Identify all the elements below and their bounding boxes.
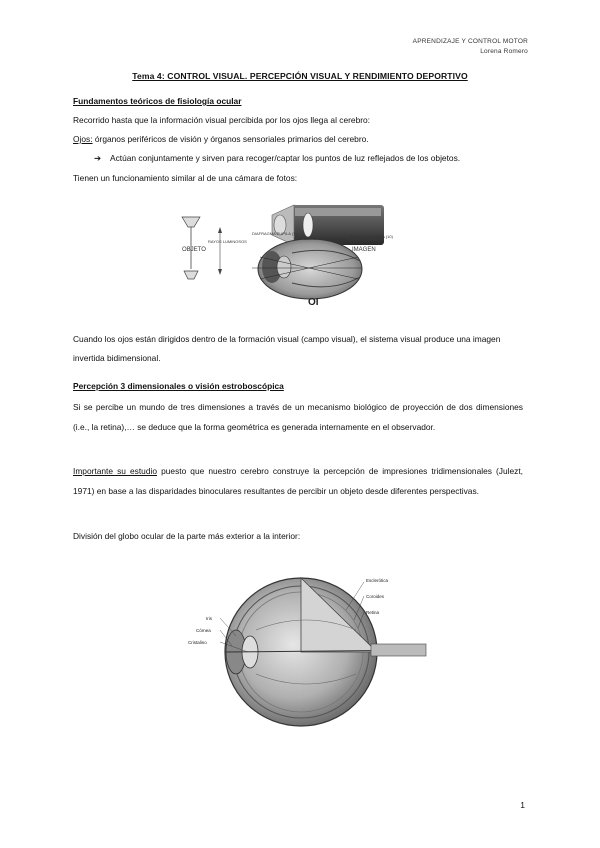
section-heading-fisiologia: Fundamentos teóricos de fisiología ocular — [73, 96, 242, 106]
paragraph-ojos-text: órganos periféricos de visión y órganos sensoriales primarios del cerebro. — [92, 134, 369, 144]
bullet-item — [94, 152, 534, 164]
paragraph-importante-text: puesto que nuestro cerebro construye la percepción de impresiones tridimensionales (Julezt, 1971) en base a las disparidades binoculares resultantes de percibir un objeto desde diferentes perspectivas. — [73, 466, 523, 496]
eyeball-layers-figure — [188, 570, 426, 730]
label-cornea: Córnea — [196, 628, 211, 633]
label-pelicula: PELÍCULA RETINA (10) — [350, 234, 393, 239]
label-diafragma: DIAFRAGMA PUPILA (7) — [252, 231, 297, 236]
page-title: Tema 4: CONTROL VISUAL. PERCEPCIÓN VISUAL Y RENDIMIENTO DEPORTIVO — [132, 71, 468, 81]
eyeball-illustration — [225, 578, 426, 726]
label-lente: LENTE CRISTALINO (8) — [304, 236, 348, 241]
paragraph-division-globo: División del globo ocular de la parte más exterior a la interior: — [73, 531, 301, 541]
label-retina: Retina — [366, 610, 380, 615]
term-ojos: Ojos: — [73, 134, 93, 144]
page-number: 1 — [520, 800, 525, 810]
paragraph-imagen-invertida: Cuando los ojos están dirigidos dentro de la formación visual (campo visual), el sistema visual produce una imagen invertida bidimensional. — [73, 334, 501, 363]
label-imagen: IMAGEN — [352, 247, 376, 253]
label-rayos: RAYOS LUMINOSOS — [208, 239, 247, 244]
label-esclerotica: Esclerótica — [366, 578, 389, 583]
label-cristalino: Cristalino — [188, 640, 207, 645]
label-iris: Iris — [206, 616, 212, 621]
paragraph-ojos — [73, 133, 523, 145]
running-header-author: Lorena Romero — [480, 48, 528, 55]
paragraph-importante — [73, 462, 523, 501]
paragraph-tres-dimensiones: Si se percibe un mundo de tres dimensiones a través de un mecanismo biológico de proyección de dos dimensiones (i.e., la retina),… se deduce que la forma geométrica es generada internamente en el observador. — [73, 402, 523, 432]
paragraph-recorrido: Recorrido hasta que la información visual percibida por los ojos llega al cerebro: — [73, 115, 371, 125]
arrow-bullet-icon: ➔ — [94, 153, 102, 163]
running-header-course: APRENDIZAJE Y CONTROL MOTOR — [412, 38, 528, 45]
bullet-text: Actúan conjuntamente y sirven para recoger/captar los puntos de luz reflejados de los objetos. — [110, 153, 461, 163]
label-oi: OI — [308, 297, 319, 308]
paragraph-camara: Tienen un funcionamiento similar al de una cámara de fotos: — [73, 173, 298, 183]
eye-cross-section — [252, 239, 362, 299]
section-heading-percepcion-3d: Percepción 3 dimensionales o visión estroboscópica — [73, 381, 284, 391]
label-objeto: OBJETO — [182, 247, 206, 253]
eye-camera-figure — [172, 191, 414, 307]
label-coroides: Coroides — [366, 594, 385, 599]
term-importante: Importante su estudio — [73, 466, 158, 476]
